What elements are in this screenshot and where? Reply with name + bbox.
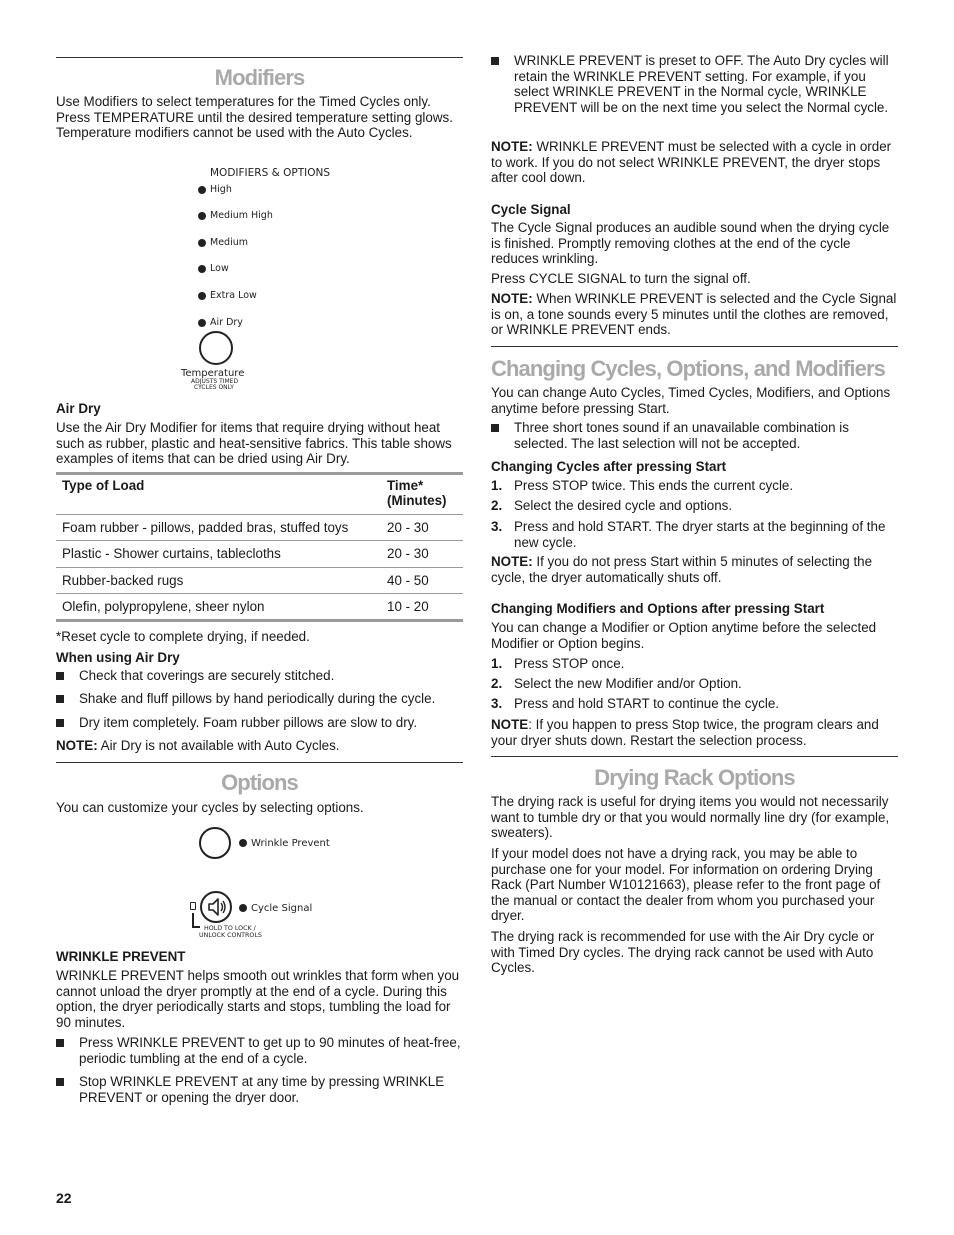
drying-rack-heading: Drying Rack Options — [594, 765, 795, 790]
wrinkle-prevent-text: WRINKLE PREVENT helps smooth out wrinkles that form when you cannot unload the dryer promptly at the end of a cycle. During this option, the dryer periodically starts and stops, tumbling the load for 90 minutes. — [56, 968, 460, 1030]
when-using-air-dry-heading: When using Air Dry — [56, 650, 180, 665]
bullet-icon — [56, 1078, 64, 1086]
modifiers-heading: Modifiers — [214, 65, 305, 90]
list-item: Three short tones sound if an unavailable combination is selected. The last selection will not be accepted. — [491, 420, 898, 452]
changing-heading: Changing Cycles, Options, and Modifiers — [491, 356, 885, 381]
divider — [56, 762, 463, 763]
divider — [491, 346, 898, 347]
air-dry-heading: Air Dry — [56, 401, 101, 416]
wrinkle-prevent-indicator: Wrinkle Prevent — [239, 836, 330, 852]
list-item: Dry item completely. Foam rubber pillows are slow to dry. — [56, 715, 463, 731]
list-item: 3. Press and hold START. The dryer starts at the beginning of the new cycle. — [491, 519, 886, 550]
divider — [56, 57, 463, 58]
bullet-icon — [56, 719, 64, 727]
temperature-sub1: ADJUSTS TIMED — [191, 378, 239, 385]
list-item: Stop WRINKLE PREVENT at any time by pressing WRINKLE PREVENT or opening the dryer door. — [56, 1074, 463, 1106]
indicator-dot — [198, 186, 206, 194]
modifier-high[interactable]: High — [198, 182, 232, 198]
table-header-time-unit: (Minutes) — [387, 493, 447, 508]
modifier-medium-high[interactable]: Medium High — [198, 208, 273, 224]
changing-modifiers-heading: Changing Modifiers and Options after pressing Start — [491, 601, 825, 616]
options-intro: You can customize your cycles by selecting options. — [56, 800, 364, 815]
indicator-dot — [239, 904, 247, 912]
list-item: Shake and fluff pillows by hand periodically during the cycle. — [56, 691, 463, 707]
lock-icon — [190, 902, 196, 910]
changing-modifiers-note: NOTE: If you happen to press Stop twice, the program clears and your dryer shuts down. Restart the selection process. — [491, 717, 879, 748]
wrinkle-prevent-heading: WRINKLE PREVENT — [56, 949, 186, 964]
changing-intro: You can change Auto Cycles, Timed Cycles, Modifiers, and Options anytime before pressing Start. — [491, 385, 891, 416]
cycle-signal-text: The Cycle Signal produces an audible sound when the drying cycle is finished. Promptly removing clothes at the end of the cycle reduces wrinkling. — [491, 220, 890, 267]
bullet-icon — [491, 424, 499, 432]
list-item: 2. Select the new Modifier and/or Option. — [491, 676, 742, 691]
air-dry-note: NOTE: Air Dry is not available with Auto Cycles. — [56, 738, 340, 753]
lock-label-2: UNLOCK CONTROLS — [199, 932, 262, 939]
indicator-dot — [198, 265, 206, 273]
changing-modifiers-intro: You can change a Modifier or Option anytime before the selected Modifier or Option begins. — [491, 620, 877, 651]
table-header-load: Type of Load — [62, 478, 145, 493]
temperature-button[interactable] — [199, 331, 233, 365]
list-item: Press WRINKLE PREVENT to get up to 90 minutes of heat-free, periodic tumbling at the end of a cycle. — [56, 1035, 463, 1067]
bullet-icon — [56, 672, 64, 680]
indicator-dot — [198, 319, 206, 327]
list-item: 3. Press and hold START to continue the cycle. — [491, 696, 779, 711]
indicator-dot — [198, 292, 206, 300]
drying-rack-p3: The drying rack is recommended for use with the Air Dry cycle or with Timed Dry cycles. The drying rack cannot be used with Auto Cycles. — [491, 929, 875, 976]
wrinkle-prevent-note: NOTE: WRINKLE PREVENT must be selected with a cycle in order to work. If you do not select WRINKLE PREVENT, the dryer stops after cool down. — [491, 139, 892, 186]
drying-rack-p1: The drying rack is useful for drying items you would not necessarily want to tumble dry or that you would normally line dry (for example, sweaters). — [491, 794, 890, 841]
divider — [491, 756, 898, 757]
bullet-icon — [56, 1039, 64, 1047]
cycle-signal-text-2: Press CYCLE SIGNAL to turn the signal off. — [491, 271, 751, 286]
indicator-dot — [239, 839, 247, 847]
temperature-sub2: CYCLES ONLY — [194, 384, 234, 391]
cycle-signal-button[interactable] — [200, 891, 232, 923]
indicator-dot — [198, 212, 206, 220]
indicator-dot — [198, 239, 206, 247]
bullet-icon — [56, 695, 64, 703]
air-dry-text: Use the Air Dry Modifier for items that require drying without heat such as rubber, plastic and heat-sensitive fabrics. This table shows examples of items that can be dried using Air Dry. — [56, 420, 452, 467]
wrinkle-prevent-button[interactable] — [199, 827, 231, 859]
cycle-signal-heading: Cycle Signal — [491, 202, 571, 217]
cycle-signal-note: NOTE: When WRINKLE PREVENT is selected and the Cycle Signal is on, a tone sounds every 5 minutes until the clothes are removed, or WRINKLE PREVENT ends. — [491, 291, 897, 338]
options-heading: Options — [221, 770, 298, 795]
modifier-medium[interactable]: Medium — [198, 235, 248, 251]
panel-title: MODIFIERS & OPTIONS — [210, 167, 330, 179]
cycle-signal-indicator: Cycle Signal — [239, 901, 312, 917]
lock-label-1: HOLD TO LOCK / — [204, 925, 256, 932]
modifiers-intro: Use Modifiers to select temperatures for the Timed Cycles only. Press TEMPERATURE until the desired temperature setting glows. Temperature modifiers cannot be used with the Auto Cycles. — [56, 94, 453, 141]
table-footnote: *Reset cycle to complete drying, if needed. — [56, 629, 310, 644]
drying-rack-p2: If your model does not have a drying rack, you may be able to purchase one for your model. For information on ordering Drying Rack (Part Number W10121663), please refer to the front page of the manual or contact the dealer from whom you purchased your dryer. — [491, 846, 881, 924]
bullet-icon — [491, 57, 499, 65]
speaker-icon — [202, 893, 230, 921]
changing-cycles-heading: Changing Cycles after pressing Start — [491, 459, 727, 474]
modifier-extra-low[interactable]: Extra Low — [198, 288, 257, 304]
list-item: 1. Press STOP once. — [491, 656, 625, 671]
list-item: WRINKLE PREVENT is preset to OFF. The Auto Dry cycles will retain the WRINKLE PREVENT setting. For example, if you select WRINKLE PREVENT in the Normal cycle, WRINKLE PREVENT will be on the next time you select the Normal cycle. — [491, 53, 898, 117]
list-item: 2. Select the desired cycle and options. — [491, 498, 733, 513]
list-item: Check that coverings are securely stitched. — [56, 668, 463, 684]
changing-cycles-note: NOTE: If you do not press Start within 5 minutes of selecting the cycle, the dryer automatically shuts off. — [491, 554, 873, 585]
modifier-air-dry[interactable]: Air Dry — [198, 315, 243, 331]
lock-line-horizontal — [192, 926, 200, 928]
list-item: 1. Press STOP twice. This ends the current cycle. — [491, 478, 794, 493]
modifier-low[interactable]: Low — [198, 261, 229, 277]
table-header-time: Time* — [387, 478, 424, 493]
temperature-label: Temperature — [181, 368, 245, 379]
page-number: 22 — [56, 1190, 72, 1206]
lock-line — [192, 913, 194, 927]
